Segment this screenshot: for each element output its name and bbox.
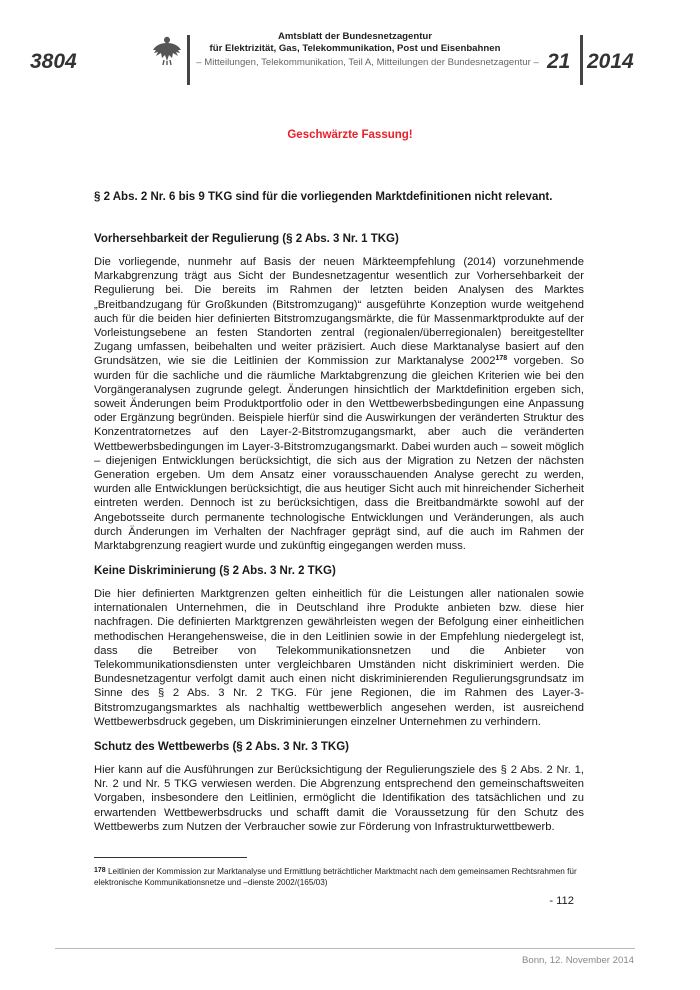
- section-heading-predictability: Vorhersehbarkeit der Regulierung (§ 2 Abs. 3 Nr. 1 TKG): [94, 233, 399, 245]
- section-heading-competition: Schutz des Wettbewerbs (§ 2 Abs. 3 Nr. 3 TKG): [94, 741, 349, 753]
- section-text-predictability: [94, 255, 584, 553]
- section-heading-non-discrimination: Keine Diskriminierung (§ 2 Abs. 3 Nr. 2 TKG): [94, 565, 336, 577]
- footnote-text: Leitlinien der Kommission zur Marktanalyse und Ermittlung beträchtlicher Marktmacht nach dem gemeinsamen Rechtsrahmen für elektronische Kommunikationsnetze und –dienste 2002/(165/03): [94, 867, 577, 887]
- footnote-divider: [94, 857, 247, 858]
- paragraph-text-continued: vorgeben. So wurden für die sachliche und die räumliche Marktabgrenzung die gleichen Kriterien wie bei den Vorgängeranalysen zugrunde gelegt. Änderungen hinsichtlich der Marktdefinition ergeben sich, soweit Änderungen beim Produktportfolio oder in den Wettbewerbsbedingungen eine Anpassung oder Ergänzung begründen. Beispiele hierfür sind die Auswirkungen der veränderten Struktur des Konzentratornetzes auf den Layer-2-Bitstromzugangsmarkt, aber auch die veränderten Wettbewerbsbedingungen im Layer-3-Bitstromzugangsmarkt. Dabei wurden auch – soweit möglich – diejenigen Entwicklungen berücksichtigt, die sich aus der Migration zu Netzen der nächsten Generation ergeben. Um dem Ansatz einer vorausschauenden Analyse gerecht zu werden, wurden alle Entwicklungen berücksichtigt, die aus heutiger Sicht auch mit hinreichender Sicherheit eintreten werden. Dennoch ist zu berücksichtigen, dass die Breitbandmärkte sowohl auf der Angebotsseite durch permanente technologische Entwicklungen und Veränderungen, als auch durch Änderungen im Verhalten der Nachfrager geprägt sind, auf die auch im Rahmen der Marktabgrenzung reagiert wurde und zukünftig eingegangen werden muss.: [94, 355, 584, 553]
- intro-heading: § 2 Abs. 2 Nr. 6 bis 9 TKG sind für die vorliegenden Marktdefinitionen nicht relevant.: [94, 191, 553, 203]
- footnote: [94, 867, 584, 888]
- footer-date: Bonn, 12. November 2014: [521, 955, 634, 966]
- footer-divider: [55, 948, 635, 949]
- page-number: 3804: [30, 50, 77, 73]
- footnote-number: 178: [94, 867, 106, 874]
- redacted-version-notice: Geschwärzte Fassung!: [287, 129, 413, 141]
- header-divider: [187, 35, 190, 85]
- document-page-reference: - 112: [549, 895, 574, 907]
- publication-title-line-2: für Elektrizität, Gas, Telekommunikation, Post und Eisenbahnen: [209, 43, 501, 54]
- publication-title: Amtsblatt der Bundesnetzagentur: [277, 31, 433, 42]
- publication-subtitle: – Mitteilungen, Telekommunikation, Teil A, Mitteilungen der Bundesnetzagentur –: [196, 57, 539, 68]
- paragraph-text: Die vorliegende, nunmehr auf Basis der neuen Märkteempfehlung (2014) vorzunehmende Markabgrenzung trägt aus Sicht der Bundesnetzagentur wesentlich zur Vorhersehbarkeit der Regulierung bei. Die bereits im Rahmen der letzten beiden Analysen des Marktes „Breitbandzugang für Großkunden (Bitstromzugang)“ ausgeführte Konzeption wurde weitgehend auch für die beiden hier definierten Bitstromzugangsmärkte, die für Massenmarktprodukte auf der Vorleistungsebene an festen Standorten zentral (regionalen/überregionalen) bereitgestellter Zugang umfassen, beibehalten und weiter präzisiert. Auch diese Marktanalyse basiert auf den Grundsätzen, wie sie die Leitlinien der Kommission zur Marktanalyse 2002: [94, 256, 584, 368]
- section-text-non-discrimination: Die hier definierten Marktgrenzen gelten einheitlich für die Leistungen aller nationalen sowie internationalen Unternehmen, die in Deutschland ihre Produkte anbieten bzw. diese hier nachfragen. Die definierten Marktgrenzen gewährleisten wegen der Befolgung einer einheitlichen methodischen Herangehensweise, die in den Leitlinien sowie in der Empfehlung niedergelegt ist, dass die Betreiber von Telekommunikationsnetzen und die Anbieter von Telekommunikationsdiensten unter vergleichbaren Umständen nicht diskriminiert werden. Die Bundesnetzagentur verfolgt damit auch einen nicht diskriminierenden Regulierungsgrundsatz im Sinne des § 2 Abs. 3 Nr. 2 TKG. Für jene Regionen, die im Rahmen des Layer-3-Bitstromzugangsmarktes als nachhaltig wettbewerblich angesehen werden, ist ausreichend Wettbewerbsdruck gegeben, um Diskriminierungen einzelner Unternehmen zu verhindern.: [94, 588, 584, 728]
- issue-number: 21: [547, 50, 571, 73]
- federal-eagle-icon: [152, 34, 182, 66]
- section-text-competition: Hier kann auf die Ausführungen zur Berücksichtigung der Regulierungsziele des § 2 Abs. 2 Nr. 1, Nr. 2 und Nr. 5 TKG verwiesen werden. Die Abgrenzung entsprechend den gemeinschaftsweiten Vorgaben, insbesondere den Leitlinien, ermöglicht die Identifikation des tatsächlichen und zu erwartenden Wettbewerbsdrucks und schafft damit die Voraussetzung für den Schutz des Wettbewerbs zum Nutzen der Verbraucher sowie zur Förderung von Infrastrukturwettbewerb.: [94, 764, 584, 833]
- footnote-reference: 178: [495, 355, 508, 363]
- issue-year: 2014: [587, 50, 634, 73]
- issue-divider: [580, 35, 583, 85]
